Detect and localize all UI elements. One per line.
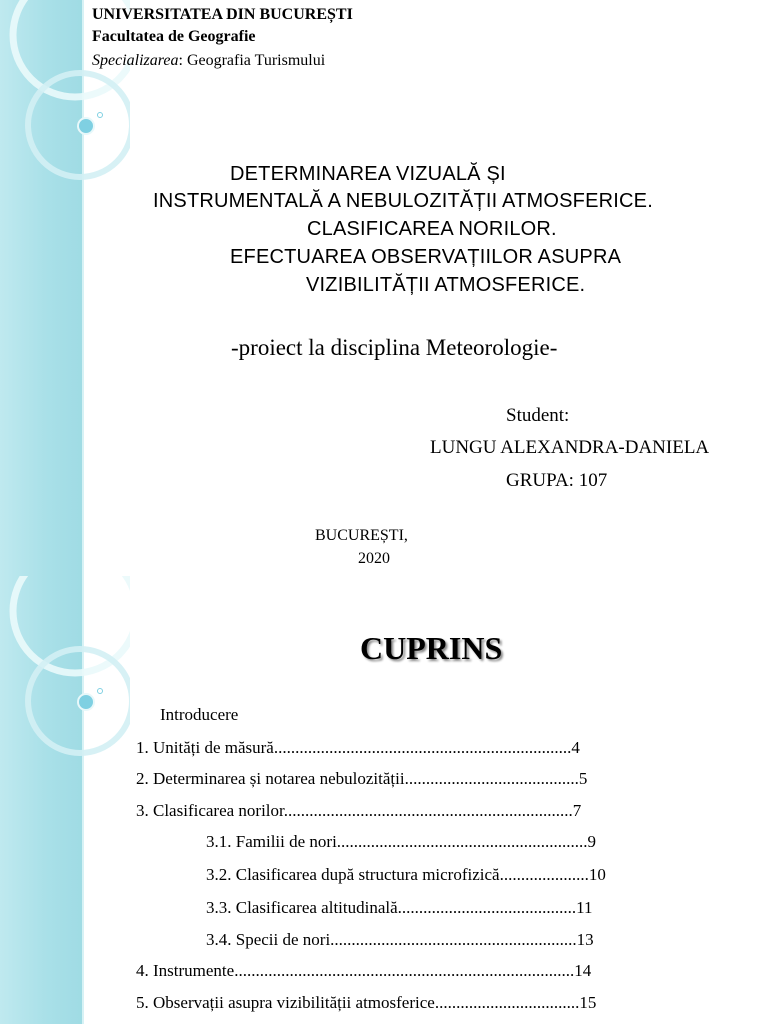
title-line-2: INSTRUMENTALĂ A NEBULOZITĂȚII ATMOSFERICE. bbox=[153, 190, 653, 212]
toc-item-2: 2. Determinarea și notarea nebulozității.........................................5 bbox=[136, 769, 588, 788]
toc-item-3-4: 3.4. Specii de nori..........................................................13 bbox=[206, 930, 594, 949]
toc-item-3-3: 3.3. Clasificarea altitudinală..........................................11 bbox=[206, 898, 593, 917]
specialization-value: : Geografia Turismului bbox=[178, 52, 326, 69]
university-name: UNIVERSITATEA DIN BUCUREȘTI bbox=[92, 6, 353, 23]
student-name: LUNGU ALEXANDRA-DANIELA bbox=[430, 437, 710, 458]
toc-item-introducere: Introducere bbox=[160, 705, 239, 724]
contents-page bbox=[0, 576, 768, 1024]
title-line-4: EFECTUAREA OBSERVAȚIILOR ASUPRA bbox=[230, 246, 622, 268]
faculty-name: Facultatea de Geografie bbox=[92, 28, 256, 45]
title-line-3: CLASIFICAREA NORILOR. bbox=[307, 218, 557, 240]
contents-heading: CUPRINS bbox=[360, 630, 503, 666]
title-line-1: DETERMINAREA VIZUALĂ ȘI bbox=[230, 163, 506, 185]
student-group: GRUPA: 107 bbox=[506, 470, 608, 491]
decorative-rings bbox=[0, 576, 130, 776]
toc-item-1: 1. Unități de măsură......................................................................4 bbox=[136, 738, 580, 757]
toc-item-3: 3. Clasificarea norilor....................................................................7 bbox=[136, 801, 582, 820]
toc-item-3-2: 3.2. Clasificarea după structura microfizică.....................10 bbox=[206, 865, 606, 884]
toc-item-3-1: 3.1. Familii de nori...........................................................9 bbox=[206, 832, 597, 851]
specialization bbox=[92, 52, 325, 70]
project-subtitle: -proiect la disciplina Meteorologie- bbox=[231, 335, 558, 360]
toc-item-5: 5. Observații asupra vizibilității atmosferice..................................15 bbox=[136, 993, 597, 1012]
title-line-5: VIZIBILITĂȚII ATMOSFERICE. bbox=[306, 274, 586, 296]
city: BUCUREȘTI, bbox=[315, 527, 408, 544]
toc-item-4: 4. Instrumente................................................................................14 bbox=[136, 961, 592, 980]
student-label: Student: bbox=[506, 405, 570, 426]
year: 2020 bbox=[358, 550, 390, 567]
specialization-label: Specializarea bbox=[92, 52, 179, 69]
